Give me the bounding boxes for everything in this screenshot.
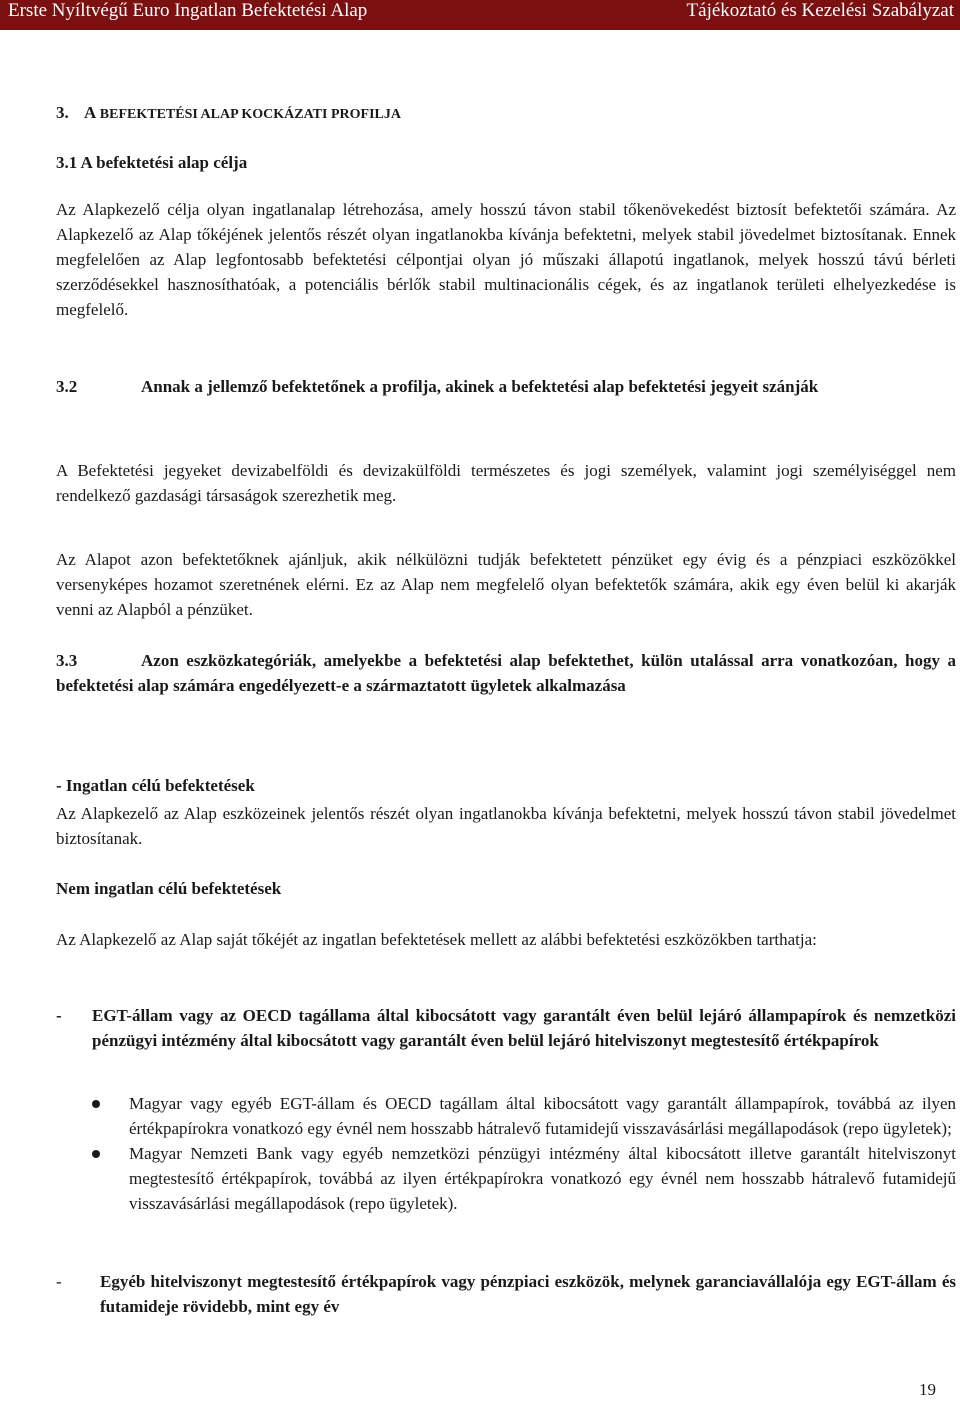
header-document-title: Tájékoztató és Kezelési Szabályzat xyxy=(686,0,954,21)
section-3-2-title: Annak a jellemző befektetőnek a profilja, akinek a befektetési alap befektetési jegyeit szánják xyxy=(141,377,819,396)
section-3-3-title: Azon eszközkategóriák, amelyekbe a befektetési alap befektethet, külön utalással arra vonatkozóan, hogy a befektetési alap számára engedélyezett-e a származtatott ügyletek alkalmazása xyxy=(56,651,956,695)
investment-item-other-securities xyxy=(56,1269,956,1319)
section-3-2-number: 3.2 xyxy=(56,377,78,396)
section-3-3-heading xyxy=(56,648,956,698)
section-3-2-heading xyxy=(56,374,956,399)
investment-item-text: EGT-állam vagy az OECD tagállama által kibocsátott vagy garantált éven belül lejáró állampapírok és nemzetközi pénzügyi intézmény által kibocsátott vagy garantált éven belül lejáró hitelviszonyt megtestesítő értékpapírok xyxy=(92,1006,956,1050)
section-3-3-number: 3.3 xyxy=(56,651,78,670)
dash-marker: - xyxy=(56,1272,62,1291)
page-number: 19 xyxy=(919,1380,936,1399)
bullet-text: Magyar Nemzeti Bank vagy egyéb nemzetközi pénzügyi intézmény által kibocsátott illetve garantált hitelviszonyt megtestesítő értékpapírok, továbbá az ilyen értékpapírokra vonatkozó egy évnél nem hosszabb hátralevő futamidejű visszavásárlási megállapodások (repo ügyletek). xyxy=(129,1144,956,1213)
subsection-real-estate-text: Az Alapkezelő az Alap eszközeinek jelentős részét olyan ingatlanokba kívánja befektetni, melyek hosszú távon stabil jövedelmet biztosítanak. xyxy=(56,804,956,848)
section-3-2-paragraph-1: A Befektetési jegyeket devizabelföldi és devizakülföldi természetes és jogi személyek, valamint jogi személyiséggel nem rendelkező gazdasági társaságok szerezhetik meg. xyxy=(56,461,956,505)
section-3-title-first: A xyxy=(84,103,97,122)
bullet-dot-icon xyxy=(92,1150,100,1158)
header-fund-name: Erste Nyíltvégű Euro Ingatlan Befektetési Alap xyxy=(8,0,368,21)
page-header xyxy=(0,0,960,30)
subsection-non-real-estate-title: Nem ingatlan célú befektetések xyxy=(56,879,282,898)
subsection-non-real-estate-text: Az Alapkezelő az Alap saját tőkéjét az ingatlan befektetések mellett az alábbi befektetési eszközökben tarthatja: xyxy=(56,930,817,949)
dash-marker: - xyxy=(56,1006,62,1025)
section-3-heading xyxy=(56,100,956,127)
section-3-1-paragraph: Az Alapkezelő célja olyan ingatlanalap létrehozása, amely hosszú távon stabil tőkenövekedést biztosít befektetői számára. Az Alapkezelő az Alap tőkéjének jelentős részét olyan ingatlanokba kívánja befektetni, melyek stabil jövedelmet biztosítanak. Ennek megfelelően az Alap legfontosabb befektetési célpontjai olyan jó műszaki állapotú ingatlanok, melyek hosszú távú bérleti szerződésekkel hasznosíthatóak, a potenciális bérlők stabil multinacionális cégek, és az ingatlanok területi elhelyezkedése is megfelelő. xyxy=(56,200,956,319)
section-3-number: 3. xyxy=(56,103,69,122)
bullet-dot-icon xyxy=(92,1100,100,1108)
bullet-list xyxy=(92,1091,956,1216)
bullet-item xyxy=(92,1141,956,1216)
section-3-2-paragraph-2: Az Alapot azon befektetőknek ajánljuk, akik nélkülözni tudják befektetett pénzüket egy évig és a pénzpiaci eszközökkel versenyképes hozamot szeretnének elérni. Ez az Alap nem megfelelő olyan befektetők számára, akik egy éven belül ki akarják venni az Alapból a pénzüket. xyxy=(56,550,956,619)
section-3-title-rest: BEFEKTETÉSI ALAP KOCKÁZATI PROFILJA xyxy=(96,107,401,122)
section-3-1-heading: 3.1 A befektetési alap célja xyxy=(56,153,248,172)
subsection-real-estate-title: - Ingatlan célú befektetések xyxy=(56,776,255,795)
bullet-item xyxy=(92,1091,956,1141)
bullet-text: Magyar vagy egyéb EGT-állam és OECD tagállam által kibocsátott vagy garantált állampapírok, továbbá az ilyen értékpapírokra vonatkozó egy évnél nem hosszabb hátralevő futamidejű visszavásárlási megállapodások (repo ügyletek); xyxy=(129,1094,956,1138)
investment-item-text: Egyéb hitelviszonyt megtestesítő értékpapírok vagy pénzpiaci eszközök, melynek garanciavállalója egy EGT-állam és futamideje rövidebb, mint egy év xyxy=(100,1272,956,1316)
investment-item-government-securities xyxy=(56,1003,956,1053)
